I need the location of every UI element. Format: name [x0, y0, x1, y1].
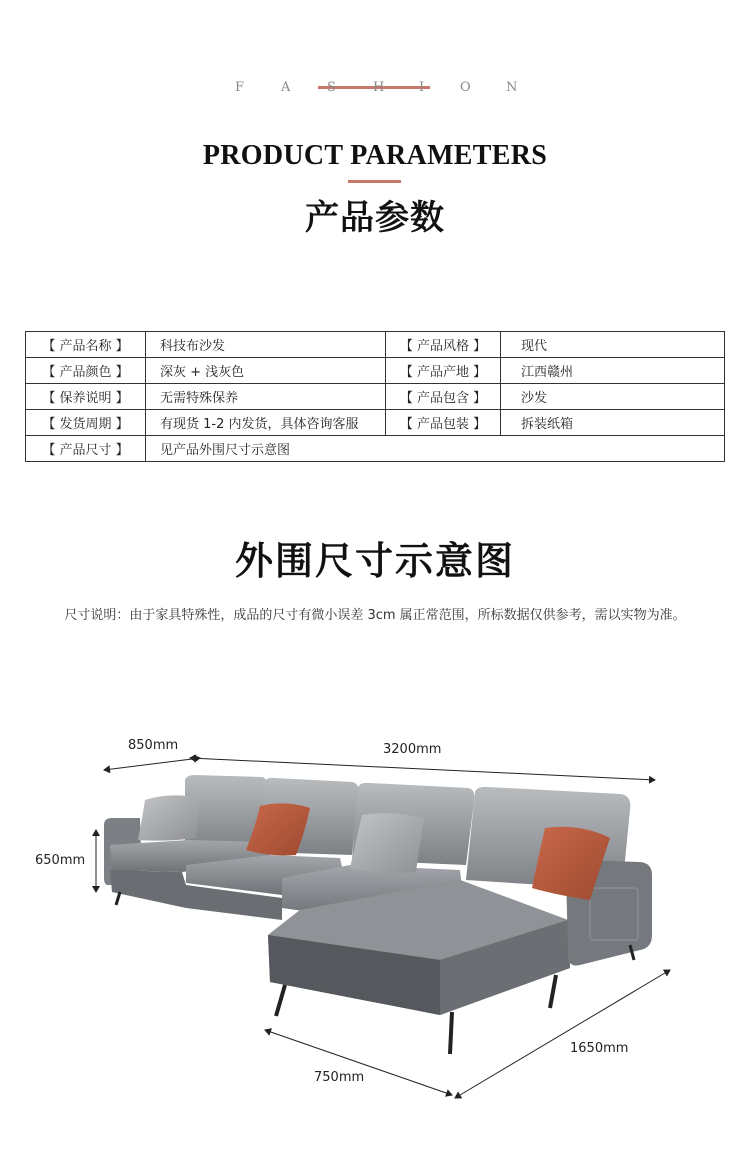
param-value: 有现货 1-2 内发货，具体咨询客服: [146, 410, 386, 436]
fashion-letter-i: I: [419, 80, 425, 95]
table-row: [26, 436, 725, 462]
param-value: 见产品外围尺寸示意图: [146, 436, 725, 462]
table-row: [26, 332, 725, 358]
title-underline: [348, 180, 401, 183]
dimension-note: 尺寸说明：由于家具特殊性，成品的尺寸有微小误差 3cm 属正常范围，所标数据仅供参考，需以实物为准。: [64, 608, 686, 623]
pillow-grey-1: [138, 795, 200, 840]
fashion-letter-n: N: [506, 80, 518, 95]
param-key: 【 产品产地 】: [386, 358, 501, 384]
param-value: 无需特殊保养: [146, 384, 386, 410]
chaise-width-label: 750mm: [314, 1070, 365, 1085]
param-key: 【 产品包含 】: [386, 384, 501, 410]
params-table: [25, 331, 725, 462]
dimension-title: 外围尺寸示意图: [234, 538, 515, 583]
table-row: [26, 358, 725, 384]
param-key: 【 保养说明 】: [26, 384, 146, 410]
depth-label: 850mm: [128, 738, 179, 753]
page-title-cn: 产品参数: [305, 198, 445, 238]
fashion-letter-o: O: [460, 80, 471, 95]
table-row: [26, 410, 725, 436]
height-label: 650mm: [35, 853, 86, 868]
chaise-width-dimension-line: [265, 1030, 452, 1095]
param-value: 深灰 + 浅灰色: [146, 358, 386, 384]
param-value: 现代: [501, 332, 725, 358]
leg: [550, 975, 556, 1008]
chaise-length-label: 1650mm: [570, 1041, 629, 1056]
sofa-diagram: [0, 720, 750, 1120]
fashion-letter-s: S: [327, 80, 336, 95]
fashion-letter-f: F: [235, 80, 245, 95]
param-value: 沙发: [501, 384, 725, 410]
leg: [276, 985, 285, 1016]
param-value: 江西赣州: [501, 358, 725, 384]
fashion-letter-h: H: [373, 80, 385, 95]
table-row: [26, 384, 725, 410]
page-title-en: PRODUCT PARAMETERS: [202, 140, 548, 171]
pillow-grey-2: [350, 813, 424, 873]
param-key: 【 产品包装 】: [386, 410, 501, 436]
param-key: 【 产品名称 】: [26, 332, 146, 358]
fashion-letter-a: A: [281, 80, 291, 95]
depth-dimension-line: [104, 758, 200, 770]
param-key: 【 产品颜色 】: [26, 358, 146, 384]
leg: [450, 1012, 452, 1054]
length-label: 3200mm: [383, 742, 442, 757]
length-dimension-line: [190, 758, 655, 780]
leg: [116, 892, 120, 905]
param-key: 【 发货周期 】: [26, 410, 146, 436]
param-value: 拆装纸箱: [501, 410, 725, 436]
param-key: 【 产品风格 】: [386, 332, 501, 358]
param-key: 【 产品尺寸 】: [26, 436, 146, 462]
param-value: 科技布沙发: [146, 332, 386, 358]
